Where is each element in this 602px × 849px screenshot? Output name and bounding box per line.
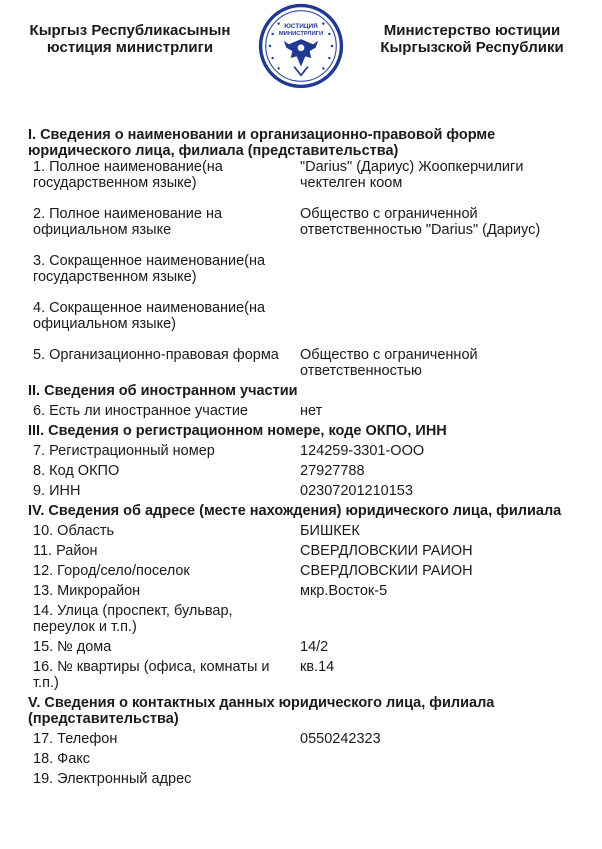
row-label: 14. Улица (проспект, бульвар, переулок и т.п.) xyxy=(33,603,233,635)
row-label: 10. Область xyxy=(33,523,115,539)
row-region xyxy=(28,523,580,539)
row-microdistrict xyxy=(28,583,580,599)
ministry-emblem-icon xyxy=(258,3,344,89)
row-label: 12. Город/село/поселок xyxy=(33,563,190,579)
row-label: 5. Организационно-правовая форма xyxy=(33,347,279,363)
row-label: 15. № дома xyxy=(33,639,112,655)
row-value: кв.14 xyxy=(300,659,335,675)
row-value: нет xyxy=(300,403,323,419)
row-inn xyxy=(28,483,580,499)
row-district xyxy=(28,543,580,559)
row-fax xyxy=(28,751,580,767)
row-legal-form xyxy=(28,347,580,379)
row-full-name-official xyxy=(28,206,580,238)
row-label: 16. № квартиры (офиса, комнаты и т.п.) xyxy=(33,659,270,691)
row-value: 02307201210153 xyxy=(300,483,413,499)
row-label: 13. Микрорайон xyxy=(33,583,141,599)
row-street xyxy=(28,603,580,635)
row-value xyxy=(294,253,580,285)
row-full-name-state xyxy=(28,159,580,191)
row-label: 3. Сокращенное наименование(на государственном языке) xyxy=(33,253,266,285)
row-label: 17. Телефон xyxy=(33,731,118,747)
row-short-name-official xyxy=(28,300,580,332)
row-label: 7. Регистрационный номер xyxy=(33,443,215,459)
row-city xyxy=(28,563,580,579)
section-title-foreign: II. Сведения об иностранном участии xyxy=(28,383,298,399)
row-value: 27927788 xyxy=(300,463,365,479)
row-label: 19. Электронный адрес xyxy=(33,771,192,787)
row-label: 11. Район xyxy=(33,543,98,559)
emblem-text-line1: ЮСТИЦИЯ xyxy=(284,22,318,30)
row-value xyxy=(294,300,580,332)
section-title-names: I. Сведения о наименовании и организационно-правовой форме юридического лица, филиала (представительства) xyxy=(28,127,496,159)
row-value: Общество с ограниченной ответственностью "Darius" (Дариус) xyxy=(300,206,541,238)
row-value: "Darius" (Дариус) Жоопкерчилиги чектелген коом xyxy=(300,159,524,191)
section-title-address: IV. Сведения об адресе (месте нахождения) юридического лица, филиала xyxy=(28,503,562,519)
registration-details xyxy=(28,127,580,791)
row-label: 2. Полное наименование на официальном языке xyxy=(33,206,223,238)
header-right-line1: Министерство юстиции xyxy=(383,22,561,39)
row-phone xyxy=(28,731,580,747)
row-value: 124259-3301-ООО xyxy=(300,443,425,459)
row-value: Общество с ограниченной ответственностью xyxy=(300,347,478,379)
row-label: 1. Полное наименование(на государственном языке) xyxy=(33,159,223,191)
header-left-line1: Кыргыз Республикасынын xyxy=(29,22,231,39)
row-value xyxy=(294,603,580,635)
row-registration-number xyxy=(28,443,580,459)
emblem-text-line2: МИНИСТРЛИГИ xyxy=(278,30,324,37)
row-email xyxy=(28,771,580,787)
row-apartment-number xyxy=(28,659,580,691)
row-value xyxy=(294,751,580,767)
row-value: СВЕРДЛОВСКИИ РАИОН xyxy=(300,543,473,559)
header-left-line2: юстиция министрлиги xyxy=(46,39,214,56)
header-right-title xyxy=(354,22,590,56)
section-title-registration: III. Сведения о регистрационном номере, коде ОКПО, ИНН xyxy=(28,423,447,439)
row-label: 4. Сокращенное наименование(на официальном языке) xyxy=(33,300,266,332)
row-value: 14/2 xyxy=(300,639,329,655)
row-short-name-state xyxy=(28,253,580,285)
row-label: 9. ИНН xyxy=(33,483,81,499)
row-foreign-participation xyxy=(28,403,580,419)
row-value: 0550242323 xyxy=(300,731,381,747)
row-label: 6. Есть ли иностранное участие xyxy=(33,403,248,419)
row-value: мкр.Восток-5 xyxy=(300,583,388,599)
row-value: СВЕРДЛОВСКИИ РАИОН xyxy=(300,563,473,579)
row-value xyxy=(294,771,580,787)
document-header xyxy=(0,0,602,110)
row-house-number xyxy=(28,639,580,655)
row-value: БИШКЕК xyxy=(300,523,360,539)
row-label: 18. Факс xyxy=(33,751,91,767)
header-left-title xyxy=(12,22,248,56)
row-label: 8. Код ОКПО xyxy=(33,463,120,479)
row-okpo-code xyxy=(28,463,580,479)
section-title-contacts: V. Сведения о контактных данных юридического лица, филиала (представительства) xyxy=(28,695,495,727)
header-right-line2: Кыргызской Республики xyxy=(380,39,564,56)
